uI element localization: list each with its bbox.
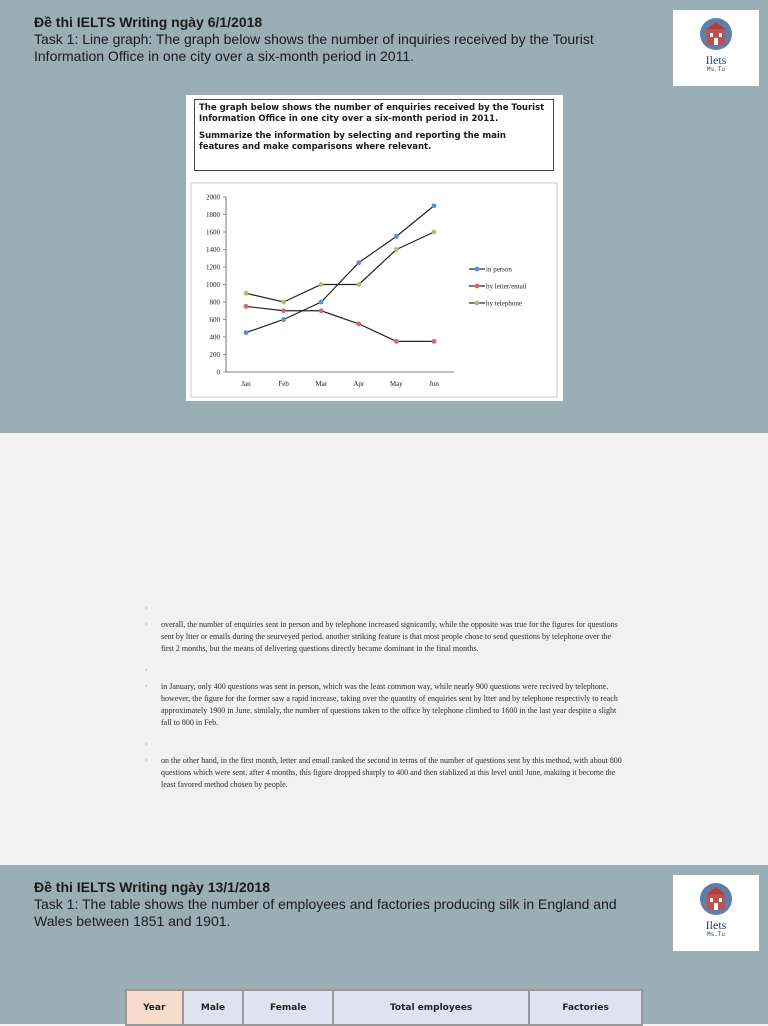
data-point [319, 300, 324, 305]
ilets-logo [673, 10, 759, 86]
data-point [281, 308, 286, 313]
data-point [319, 282, 324, 287]
header-total-employees: Total employees [333, 990, 529, 1025]
x-tick-label: Feb [278, 380, 289, 388]
legend-marker [475, 301, 480, 306]
task-description: Task 1: The table shows the number of employees and factories producing silk in England and Wales between 1851 and 1901. [34, 896, 617, 929]
data-point [319, 308, 324, 313]
y-tick-label: 1600 [206, 228, 220, 237]
line-chart [186, 179, 563, 399]
bullet-marker: · [145, 756, 148, 765]
series-line [246, 232, 434, 302]
data-point [356, 282, 361, 287]
x-tick-label: Mar [315, 380, 328, 388]
y-tick-label: 600 [209, 316, 220, 324]
prompt-line-1: The graph below shows the number of enquiries received by the Tourist Information Office in one city over a six-month period in 2011. [199, 103, 545, 124]
paragraph-text: in January, only 400 questions was sent in person, which was the least common way, while nearly 900 questions were recived by telephone. however, the figure for the former saw a rapid increase, taking over the quantity of enquiries sent by ltter and by telephone respectivly to reach approximately 1900 in June. similaly, the number of questions taken to the office by telephone climbed to 1600 in the last year despite a slight fall to 800 in Feb. [161, 682, 618, 727]
paragraph-text: on the other hand, in the first month, letter and email ranked the second in terms of the number of questions sent by this method, with about 800 questions which were sent. after 4 months, this figure dropped sharply to 400 and then stablized at this level until June, makiing it become the least favored method chosen by people. [161, 756, 622, 789]
empty-bullet [145, 739, 625, 751]
notes-list [145, 603, 625, 801]
legend-marker [475, 267, 480, 272]
legend-label: in person [486, 265, 512, 274]
bullet-marker: · [145, 604, 148, 613]
header-male: Male [183, 990, 244, 1025]
graph-image [186, 95, 563, 401]
prompt-box [194, 99, 554, 171]
empty-bullet [145, 603, 625, 615]
series-line [246, 206, 434, 333]
castle-icon [699, 882, 733, 916]
slide-task-13-1-2018 [0, 865, 768, 1024]
legend-label: by telephone [486, 299, 522, 308]
castle-icon [699, 17, 733, 51]
data-point [356, 260, 361, 265]
legend-marker [475, 284, 480, 289]
logo-name: Ilets [705, 918, 727, 932]
x-tick-label: Jun [429, 380, 439, 388]
bullet-marker: · [145, 740, 148, 749]
data-point [394, 234, 399, 239]
notes-paragraph-body-1 [145, 681, 625, 729]
prompt-line-2: Summarize the information by selecting and reporting the main features and make comparisons where relevant. [199, 131, 506, 152]
slide-heading [34, 879, 634, 930]
table-header-row [126, 990, 642, 1025]
header-factories: Factories [529, 990, 642, 1025]
data-point [432, 339, 437, 344]
slide-task-6-1-2018 [0, 0, 768, 433]
x-tick-label: May [389, 380, 403, 388]
y-tick-label: 200 [209, 351, 220, 359]
x-tick-label: Apr [353, 380, 365, 388]
empty-bullet [145, 665, 625, 677]
data-point [432, 230, 437, 235]
y-tick-label: 1400 [206, 246, 220, 254]
data-point [281, 317, 286, 322]
data-point [244, 291, 249, 296]
data-point [394, 339, 399, 344]
header-year: Year [126, 990, 183, 1025]
data-point [394, 247, 399, 252]
x-tick-label: Jan [241, 380, 251, 388]
y-tick-label: 400 [209, 333, 220, 342]
slide-heading [34, 14, 634, 65]
notes-paragraph-overview [145, 619, 625, 655]
y-tick-label: 0 [216, 368, 220, 377]
silk-table [125, 989, 643, 1026]
data-point [281, 300, 286, 305]
data-point [244, 330, 249, 335]
slide-sample-notes [0, 433, 768, 865]
y-tick-label: 1800 [206, 211, 220, 219]
legend-label: by letter/email [486, 282, 527, 291]
notes-paragraph-body-2 [145, 755, 625, 791]
bullet-marker: · [145, 666, 148, 675]
logo-subtitle: Ms.Tu [706, 66, 725, 73]
y-tick-label: 800 [209, 298, 220, 307]
slide-title: Đề thi IELTS Writing ngày 13/1/2018 [34, 879, 270, 895]
bullet-marker: · [145, 682, 148, 691]
data-point [244, 304, 249, 309]
logo-subtitle: Ms.Tu [706, 931, 725, 938]
y-tick-label: 2000 [206, 193, 220, 202]
y-tick-label: 1000 [206, 281, 220, 289]
bullet-marker: · [145, 620, 148, 629]
slide-title: Đề thi IELTS Writing ngày 6/1/2018 [34, 14, 263, 30]
data-point [432, 203, 437, 208]
ilets-logo [673, 875, 759, 951]
y-tick-label: 1200 [206, 263, 220, 272]
task-description: Task 1: Line graph: The graph below shows the number of inquiries received by the Tourist Information Office in one city over a six-month period in 2011. [34, 31, 594, 64]
header-female: Female [243, 990, 333, 1025]
data-point [356, 321, 361, 326]
paragraph-text: overall, the number of enquiries sent in person and by telephone increased signicantly, while the opposite was true for the figures for questions sent by ltter or emails during the seurveyed period. another striking feature is that most people chose to send questions by telephone over the first 2 months, but the means of delivering questions directly became dominant in the final months. [161, 620, 618, 653]
series-line [246, 306, 434, 341]
logo-name: Ilets [705, 53, 727, 67]
